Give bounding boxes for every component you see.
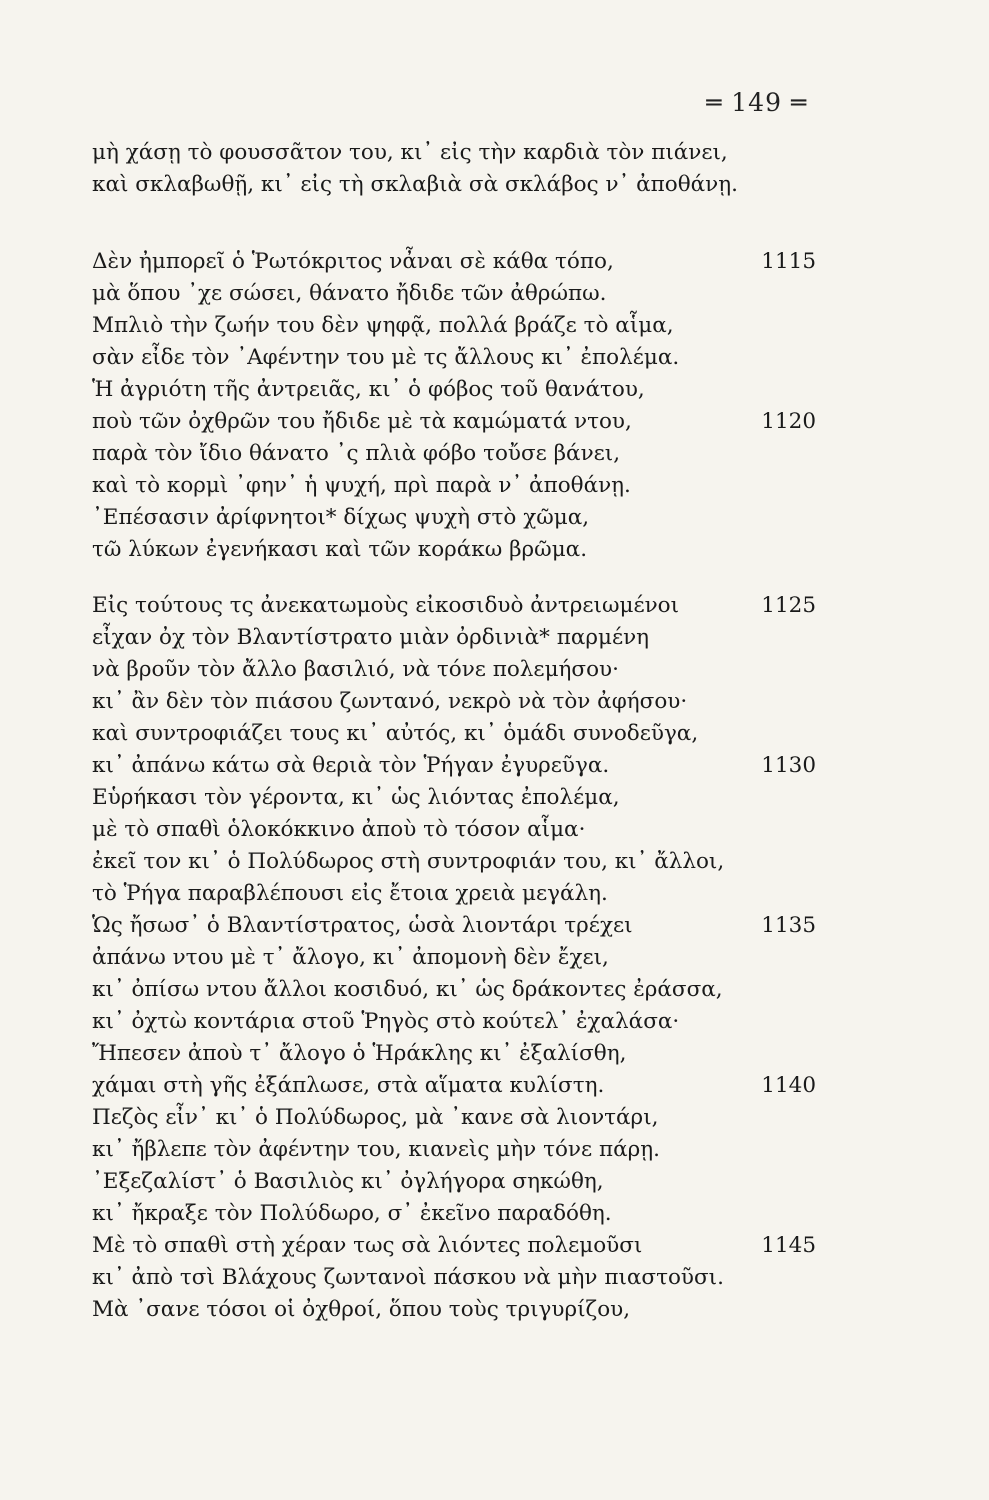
verse-line bbox=[92, 910, 832, 942]
verse-line bbox=[92, 470, 832, 502]
verse-line bbox=[92, 718, 832, 750]
verse-line bbox=[92, 1262, 832, 1294]
verse-line bbox=[92, 654, 832, 686]
stanza-3 bbox=[92, 590, 832, 1326]
verse-text: μὰ ὅπου ᾽χε σώσει, θάνατο ἤδιδε τῶν ἀθρώπω. bbox=[92, 281, 607, 306]
verse-line bbox=[92, 137, 832, 169]
verse-text: κι᾿ ἤβλεπε τὸν ἀφέντην του, κιανεὶς μὴν τόνε πάρῃ. bbox=[92, 1137, 660, 1162]
verse-number: 1135 bbox=[761, 913, 816, 938]
verse-line bbox=[92, 974, 832, 1006]
verse-line bbox=[92, 342, 832, 374]
verse-line bbox=[92, 814, 832, 846]
verse-text: Ἡ ἀγριότη τῆς ἀντρειᾶς, κι᾿ ὁ φόβος τοῦ θανάτου, bbox=[92, 377, 645, 402]
verse-text: Ἤπεσεν ἀποὺ τ᾿ ἄλογο ὁ Ἡράκλης κι᾿ ἐξαλίσθη, bbox=[92, 1041, 627, 1066]
verse-line bbox=[92, 406, 832, 438]
verse-text: ᾽Επέσασιν ἀρίφνητοι* δίχως ψυχὴ στὸ χῶμα, bbox=[92, 505, 590, 530]
verse-text: τὸ Ῥήγα παραβλέπουσι εἰς ἔτοια χρειὰ μεγάλη. bbox=[92, 881, 608, 906]
verse-line bbox=[92, 1134, 832, 1166]
verse-text: κι᾿ ἤκραξε τὸν Πολύδωρο, σ᾿ ἐκεῖνο παραδόθη. bbox=[92, 1201, 612, 1226]
stanza-2 bbox=[92, 246, 832, 566]
verse-text: τῶ λύκων ἐγενήκασι καὶ τῶν κοράκω βρῶμα. bbox=[92, 537, 588, 562]
verse-text: Δὲν ἠμπορεῖ ὁ Ῥωτόκριτος νἆναι σὲ κάθα τόπο, bbox=[92, 249, 614, 274]
verse-line bbox=[92, 1038, 832, 1070]
verse-line bbox=[92, 534, 832, 566]
verse-text: Μπλιὸ τὴν ζωήν του δὲν ψηφᾷ, πολλά βράζε τὸ αἷμα, bbox=[92, 313, 674, 338]
verse-text: Ὡς ἤσωσ᾿ ὁ Βλαντίστρατος, ὡσὰ λιοντάρι τρέχει bbox=[92, 913, 633, 938]
verse-line bbox=[92, 686, 832, 718]
verse-text: κι᾿ ὀπίσω ντου ἄλλοι κοσιδυό, κι᾿ ὡς δράκοντες ἐράσσα, bbox=[92, 977, 723, 1002]
verse-number: 1140 bbox=[761, 1073, 816, 1098]
verse-line bbox=[92, 878, 832, 910]
verse-text: παρὰ τὸν ἴδιο θάνατο ᾽ς πλιὰ φόβο τοὔσε βάνει, bbox=[92, 441, 621, 466]
verse-line bbox=[92, 782, 832, 814]
verse-text: κι᾿ ἂν δὲν τὸν πιάσου ζωντανό, νεκρὸ νὰ τὸν ἀφήσου· bbox=[92, 689, 688, 714]
verse-text: Πεζὸς εἶν᾿ κι᾿ ὁ Πολύδωρος, μὰ ᾽κανε σὰ λιοντάρι, bbox=[92, 1105, 659, 1130]
verse-line bbox=[92, 1198, 832, 1230]
verse-text: Μὰ ᾽σανε τόσοι οἱ ὀχθροί, ὅπου τοὺς τριγυρίζου, bbox=[92, 1297, 631, 1322]
verse-line bbox=[92, 438, 832, 470]
verse-line bbox=[92, 1006, 832, 1038]
verse-number: 1130 bbox=[761, 753, 816, 778]
verse-text: καὶ σκλαβωθῇ, κι᾿ εἰς τὴ σκλαβιὰ σὰ σκλάβος ν᾿ ἀποθάνῃ. bbox=[92, 172, 738, 197]
verse-number: 1145 bbox=[761, 1233, 816, 1258]
verse-text: κι᾿ ὀχτὼ κοντάρια στοῦ Ῥηγὸς στὸ κούτελ᾿ ἐχαλάσα· bbox=[92, 1009, 680, 1034]
verse-text: ᾽Εξεζαλίστ᾿ ὁ Βασιλιὸς κι᾿ ὀγλήγορα σηκώθη, bbox=[92, 1169, 604, 1194]
verse-line bbox=[92, 1294, 832, 1326]
verse-text: εἶχαν ὀχ τὸν Βλαντίστρατο μιὰν ὀρδινιὰ* παρμένη bbox=[92, 625, 650, 650]
verse-line bbox=[92, 1070, 832, 1102]
verse-line bbox=[92, 1230, 832, 1262]
verse-line bbox=[92, 942, 832, 974]
verse-text: καὶ τὸ κορμὶ ᾽φην᾿ ἡ ψυχή, πρὶ παρὰ ν᾿ ἀποθάνῃ. bbox=[92, 473, 631, 498]
verse-line bbox=[92, 278, 832, 310]
verse-line bbox=[92, 246, 832, 278]
verse-line bbox=[92, 169, 832, 201]
verse-number: 1120 bbox=[761, 409, 816, 434]
verse-line bbox=[92, 750, 832, 782]
page-number: ═ 149 ═ bbox=[706, 88, 807, 117]
verse-line bbox=[92, 846, 832, 878]
verse-line bbox=[92, 590, 832, 622]
verse-text: σὰν εἶδε τὸν ᾽Αφέντην του μὲ τς ἄλλους κι᾿ ἐπολέμα. bbox=[92, 345, 680, 370]
verse-line bbox=[92, 502, 832, 534]
verse-line bbox=[92, 310, 832, 342]
verse-text: ἀπάνω ντου μὲ τ᾿ ἄλογο, κι᾿ ἀπομονὴ δὲν ἔχει, bbox=[92, 945, 609, 970]
verse-number: 1125 bbox=[761, 593, 816, 618]
verse-text: καὶ συντροφιάζει τους κι᾿ αὐτός, κι᾿ ὁμάδι συνοδεῦγα, bbox=[92, 721, 699, 746]
verse-text: μὴ χάσῃ τὸ φουσσᾶτον του, κι᾿ εἰς τὴν καρδιὰ τὸν πιάνει, bbox=[92, 140, 728, 165]
verse-text: ποὺ τῶν ὀχθρῶν του ἤδιδε μὲ τὰ καμώματά ντου, bbox=[92, 409, 632, 434]
verse-text: νὰ βροῦν τὸν ἄλλο βασιλιό, νὰ τόνε πολεμήσου· bbox=[92, 657, 619, 682]
verse-line bbox=[92, 1102, 832, 1134]
verse-text: Εὑρήκασι τὸν γέροντα, κι᾿ ὡς λιόντας ἐπολέμα, bbox=[92, 785, 620, 810]
stanza-1 bbox=[92, 137, 832, 201]
verse-text: ἐκεῖ τον κι᾿ ὁ Πολύδωρος στὴ συντροφιάν του, κι᾿ ἄλλοι, bbox=[92, 849, 725, 874]
verse-line bbox=[92, 374, 832, 406]
verse-text: κι᾿ ἀπὸ τσὶ Βλάχους ζωντανοὶ πάσκου νὰ μὴν πιαστοῦσι. bbox=[92, 1265, 724, 1290]
verse-text: μὲ τὸ σπαθὶ ὁλοκόκκινο ἀποὺ τὸ τόσον αἷμα· bbox=[92, 817, 586, 842]
verse-line bbox=[92, 1166, 832, 1198]
verse-line bbox=[92, 622, 832, 654]
verse-text: κι᾿ ἀπάνω κάτω σὰ θεριὰ τὸν Ῥήγαν ἐγυρεῦγα. bbox=[92, 753, 610, 778]
verse-text: Εἰς τούτους τς ἀνεκατωμοὺς εἰκοσιδυὸ ἀντρειωμένοι bbox=[92, 593, 680, 618]
verse-number: 1115 bbox=[761, 249, 816, 274]
verse-text: Μὲ τὸ σπαθὶ στὴ χέραν τως σὰ λιόντες πολεμοῦσι bbox=[92, 1233, 643, 1258]
verse-text: χάμαι στὴ γῆς ἐξάπλωσε, στὰ αἵματα κυλίστη. bbox=[92, 1073, 605, 1098]
